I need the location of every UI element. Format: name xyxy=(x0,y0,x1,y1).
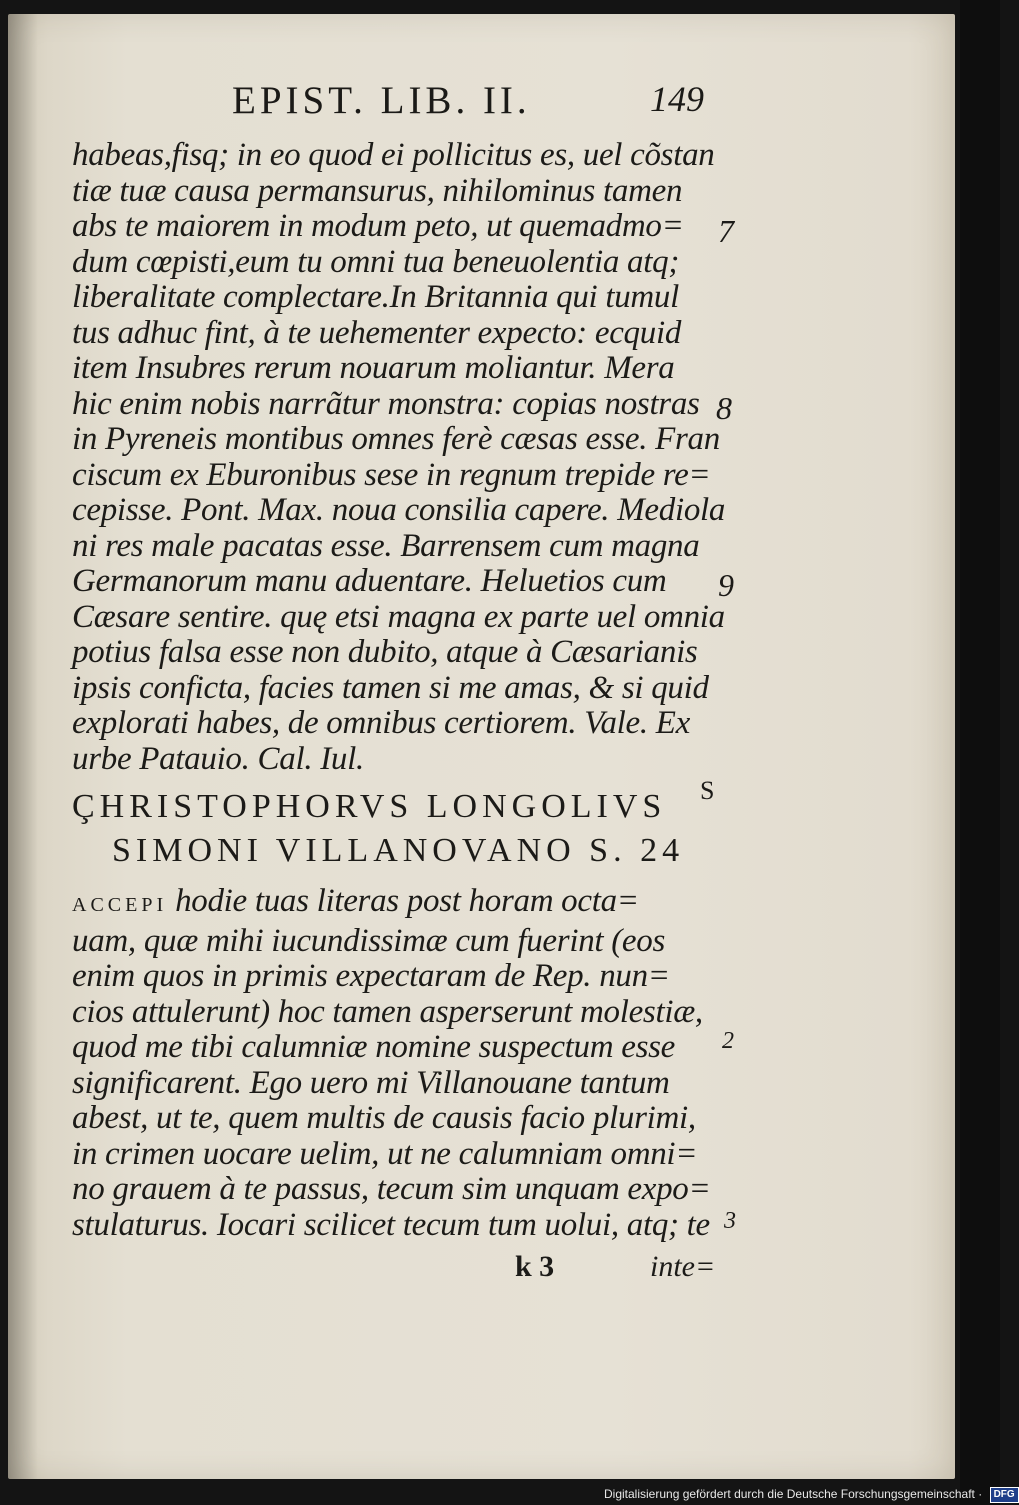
text-line: in Pyreneis montibus omnes ferè cæsas esse. Fran xyxy=(72,421,720,457)
text-line: quod me tibi calumniæ nomine suspectum esse xyxy=(72,1029,676,1065)
text-fragment: hodie tuas literas post horam octa= xyxy=(167,883,639,919)
text-line: hic enim nobis narrãtur monstra: copias nostras xyxy=(72,385,700,422)
text-line xyxy=(72,884,722,924)
margin-number-8: 8 xyxy=(716,390,732,426)
text-line: ni res male pacatas esse. Barrensem cum magna xyxy=(72,527,700,564)
text-line: ipsis conficta, facies tamen si me amas, & si quid xyxy=(72,669,709,706)
text-line: abest, ut te, quem multis de causis facio plurimi, xyxy=(72,1100,696,1136)
text-line: no grauem à te passus, tecum sim unquam expo= xyxy=(72,1171,711,1207)
binding-shadow xyxy=(8,14,38,1479)
letter-2-text xyxy=(72,884,722,1243)
dfg-logo-icon: DFG xyxy=(990,1487,1019,1503)
margin-number-3: 3 xyxy=(724,1208,736,1234)
scan-background xyxy=(960,0,1000,1505)
text-line: dum cœpisti,eum tu omni tua beneuolentia atq; xyxy=(72,243,680,280)
initial-word: ACCEPI xyxy=(72,894,168,916)
margin-number-9: 9 xyxy=(718,567,734,603)
text-line: in crimen uocare uelim, ut ne calumniam omni= xyxy=(72,1135,698,1172)
signature-mark: k 3 xyxy=(515,1250,555,1283)
margin-number-7: 7 xyxy=(718,213,734,249)
text-line: tus adhuc fint, à te uehementer expecto: ecquid xyxy=(72,314,682,351)
margin-number-2: 2 xyxy=(722,1028,734,1054)
text-line: enim quos in primis expectaram de Rep. nun= xyxy=(72,958,670,994)
letter-1-text xyxy=(72,137,726,777)
digitization-footer: Digitalisierung gefördert durch die Deutsche Forschungsgemeinschaft · DFG xyxy=(604,1485,1019,1503)
text-line: cios attulerunt) hoc tamen asperserunt molestiæ, xyxy=(72,993,703,1030)
text-line: stulaturus. Iocari scilicet tecum tum uolui, atq; te xyxy=(72,1206,710,1243)
text-line: potius falsa esse non dubito, atque à Cæsarianis xyxy=(72,634,698,670)
text-line: tiæ tuæ causa permansurus, nihilominus tamen xyxy=(72,172,683,209)
letter-heading-line-2: SIMONI VILLANOVANO S. 24 xyxy=(112,832,685,869)
footer-text: Digitalisierung gefördert durch die Deutsche Forschungsgemeinschaft xyxy=(604,1487,975,1501)
text-line: liberalitate complectare.In Britannia qui tumul xyxy=(72,279,680,315)
text-line: significarent. Ego uero mi Villanouane tantum xyxy=(72,1064,670,1101)
heading-superscript: S xyxy=(700,776,715,805)
text-line: abs te maiorem in modum peto, ut quemadmo= xyxy=(72,208,684,244)
text-line: cepisse. Pont. Max. noua consilia capere. Mediola xyxy=(72,492,726,528)
text-line: habeas,fisq; in eo quod ei pollicitus es, uel cõstan xyxy=(72,137,715,173)
text-line: item Insubres rerum nouarum moliantur. Mera xyxy=(72,350,675,386)
text-line: uam, quæ mihi iucundissimæ cum fuerint (eos xyxy=(72,922,665,959)
text-line: urbe Patauio. Cal. Iul. xyxy=(72,740,364,777)
text-line: Cæsare sentire. quę etsi magna ex parte uel omnia xyxy=(72,598,725,635)
catchword: inte= xyxy=(650,1250,716,1283)
folio-number: 149 xyxy=(650,79,704,119)
text-line: explorati habes, de omnibus certiorem. Vale. Ex xyxy=(72,705,690,741)
running-head: EPIST. LIB. II. xyxy=(232,79,531,122)
text-line: Germanorum manu aduentare. Heluetios cum xyxy=(72,563,667,599)
text-line: ciscum ex Eburonibus sese in regnum trepide re= xyxy=(72,456,711,493)
letter-heading-line-1: ÇHRISTOPHORVS LONGOLIVS xyxy=(72,788,667,825)
